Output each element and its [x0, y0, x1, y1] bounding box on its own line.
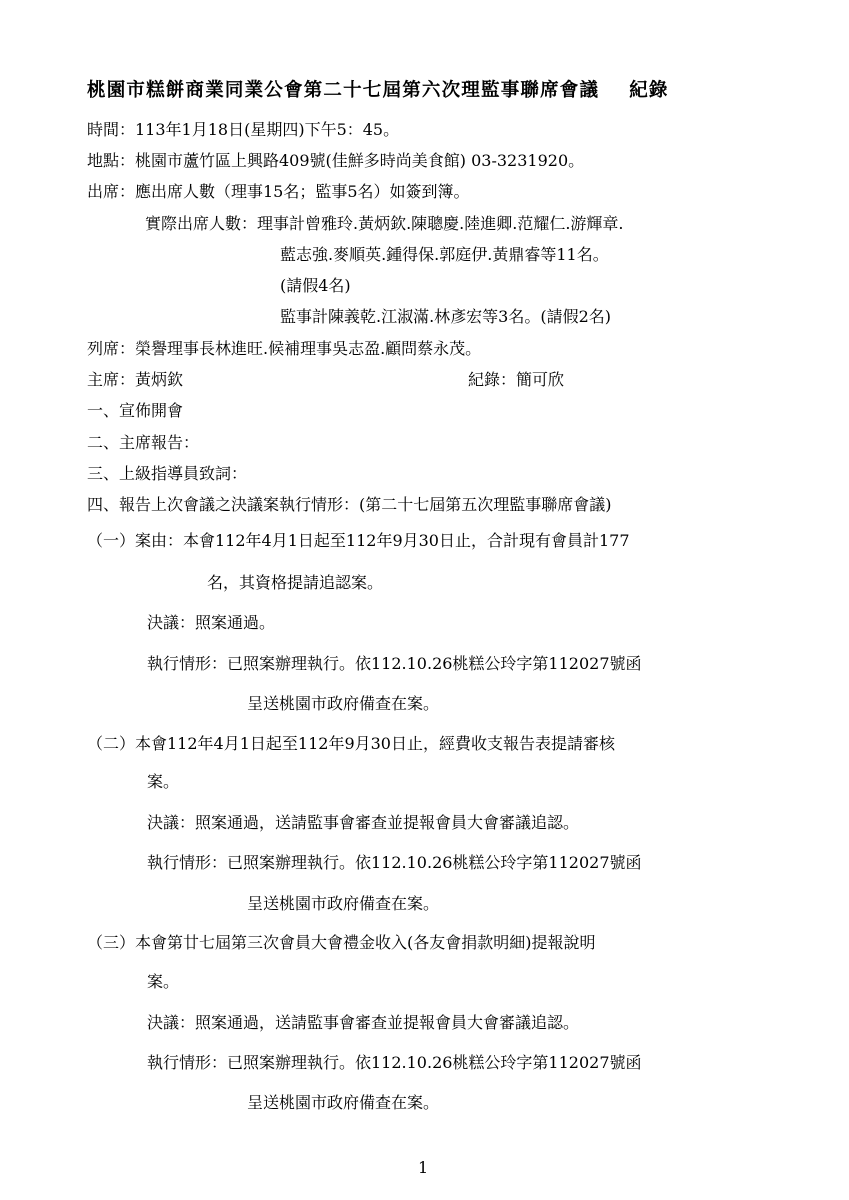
chairperson: 主席：黃炳欽 [87, 370, 184, 389]
item-2-line1: （二）本會112年4月1日起至112年9月30日止，經費收支報告表提請審核 [87, 734, 615, 753]
title-main: 桃園市糕餅商業同業公會第二十七屆第六次理監事聯席會議 [87, 80, 600, 101]
attendance-actual-line2: 藍志強.麥順英.鍾得保.郭庭伊.黃鼎睿等11名。 [280, 245, 609, 264]
item-2-line2: 案。 [147, 772, 180, 791]
item-1-line2: 名，其資格提請追認案。 [207, 573, 384, 592]
item-1-line1: （一）案由：本會112年4月1日起至112年9月30日止，合計現有會員計177 [87, 531, 630, 550]
document-title [87, 76, 669, 102]
meeting-time: 時間：113年1月18日(星期四)下午5：45。 [87, 120, 400, 139]
page-number: 1 [418, 1158, 429, 1177]
meeting-place: 地點：桃園市蘆竹區上興路409號(佳鮮多時尚美食館) 03-3231920。 [87, 151, 585, 170]
item-1-resolution: 決議：照案通過。 [147, 613, 276, 632]
item-2-execution-line1: 執行情形：已照案辦理執行。依112.10.26桃糕公玲字第112027號函 [147, 853, 642, 872]
section-2: 二、主席報告： [87, 433, 200, 452]
item-3-execution-line1: 執行情形：已照案辦理執行。依112.10.26桃糕公玲字第112027號函 [147, 1053, 642, 1072]
attendance-leave-directors: (請假4名) [280, 276, 351, 295]
item-3-resolution: 決議：照案通過，送請監事會審查並提報會員大會審議追認。 [147, 1013, 580, 1032]
item-3-line2: 案。 [147, 972, 180, 991]
item-3-execution-line2: 呈送桃園市政府備查在案。 [247, 1093, 440, 1112]
item-3-line1: （三）本會第廿七屆第三次會員大會禮金收入(各友會捐款明細)提報說明 [87, 933, 596, 952]
section-3: 三、上級指導員致詞： [87, 464, 248, 483]
item-2-execution-line2: 呈送桃園市政府備查在案。 [247, 894, 440, 913]
item-1-execution-line2: 呈送桃園市政府備查在案。 [247, 694, 440, 713]
item-1-execution-line1: 執行情形：已照案辦理執行。依112.10.26桃糕公玲字第112027號函 [147, 654, 642, 673]
item-2-resolution: 決議：照案通過，送請監事會審查並提報會員大會審議追認。 [147, 813, 580, 832]
section-1: 一、宣佈開會 [87, 401, 184, 420]
attendance-supervisors: 監事計陳義乾.江淑滿.林彥宏等3名。(請假2名) [280, 307, 612, 326]
attendance-required: 出席：應出席人數（理事15名；監事5名）如簽到簿。 [87, 182, 470, 201]
observers: 列席：榮譽理事長林進旺.候補理事吳志盈.顧問蔡永茂。 [87, 339, 482, 358]
title-record-label: 紀錄 [629, 80, 669, 101]
attendance-actual-line1: 實際出席人數：理事計曾雅玲.黃炳欽.陳聰慶.陸進卿.范耀仁.游輝章. [145, 214, 624, 233]
recorder: 紀錄：簡可欣 [468, 370, 565, 389]
section-4: 四、報告上次會議之決議案執行情形：(第二十七屆第五次理監事聯席會議) [87, 495, 612, 514]
